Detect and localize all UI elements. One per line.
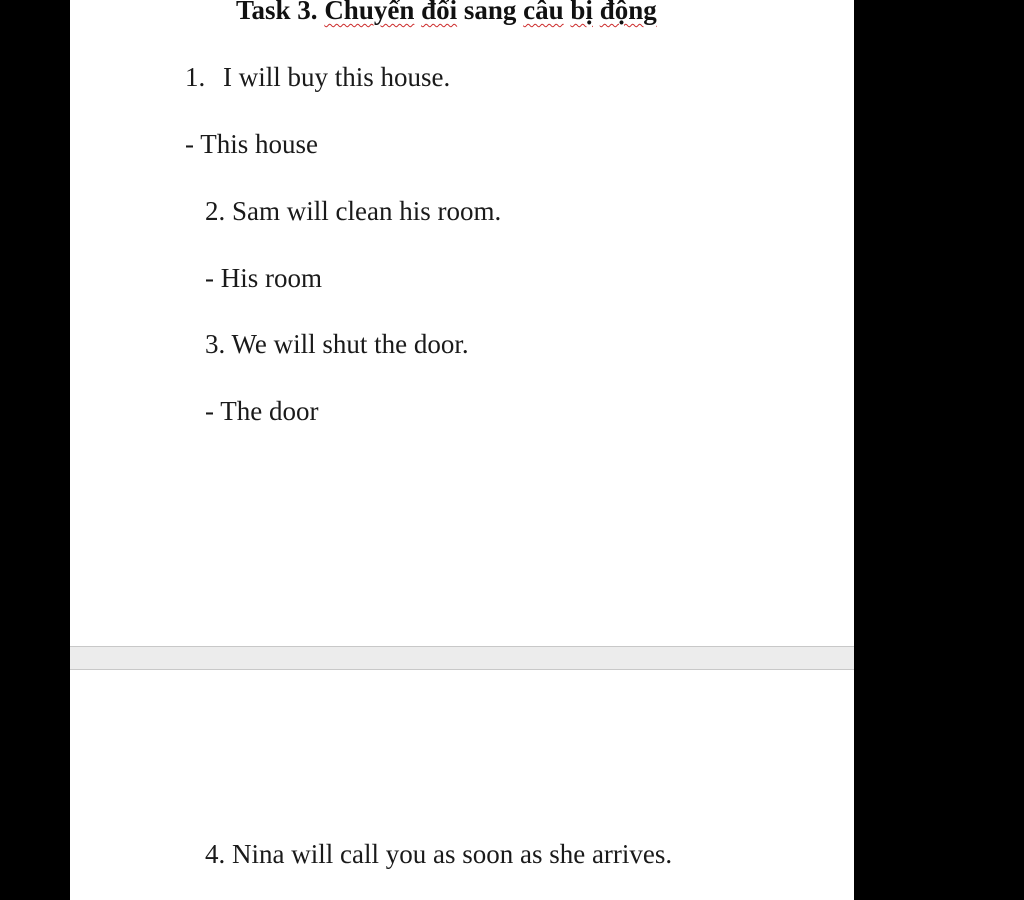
item-sentence: Sam will clean his room.: [232, 196, 502, 226]
item-number: 4.: [205, 839, 226, 869]
document-area: [70, 0, 854, 900]
exercise-item-4: [205, 838, 672, 870]
page-break-separator: [70, 646, 854, 670]
title-word[interactable]: Chuyển: [324, 0, 415, 25]
item-number: 3.: [205, 329, 226, 359]
answer-line-2[interactable]: - His room: [205, 263, 322, 293]
task-title: [236, 0, 657, 26]
exercise-item-3: [205, 328, 469, 360]
answer-line-1[interactable]: - This house: [185, 129, 318, 159]
exercise-item-2: [205, 195, 501, 227]
page-2: [70, 670, 854, 900]
title-word: sang: [463, 0, 517, 25]
title-word[interactable]: động: [599, 0, 657, 25]
title-word[interactable]: câu: [523, 0, 564, 25]
item-number: 2.: [205, 196, 226, 226]
item-sentence: Nina will call you as soon as she arrives.: [232, 839, 673, 869]
exercise-item-1: [185, 61, 450, 93]
item-number: 1.: [185, 62, 206, 92]
answer-line-3[interactable]: - The door: [205, 396, 319, 426]
title-word[interactable]: đổi: [421, 0, 458, 25]
title-prefix: Task 3.: [236, 0, 325, 25]
item-sentence: I will buy this house.: [223, 62, 451, 92]
page-1: [70, 0, 854, 646]
item-sentence: We will shut the door.: [231, 329, 469, 359]
title-word[interactable]: bị: [570, 0, 593, 25]
